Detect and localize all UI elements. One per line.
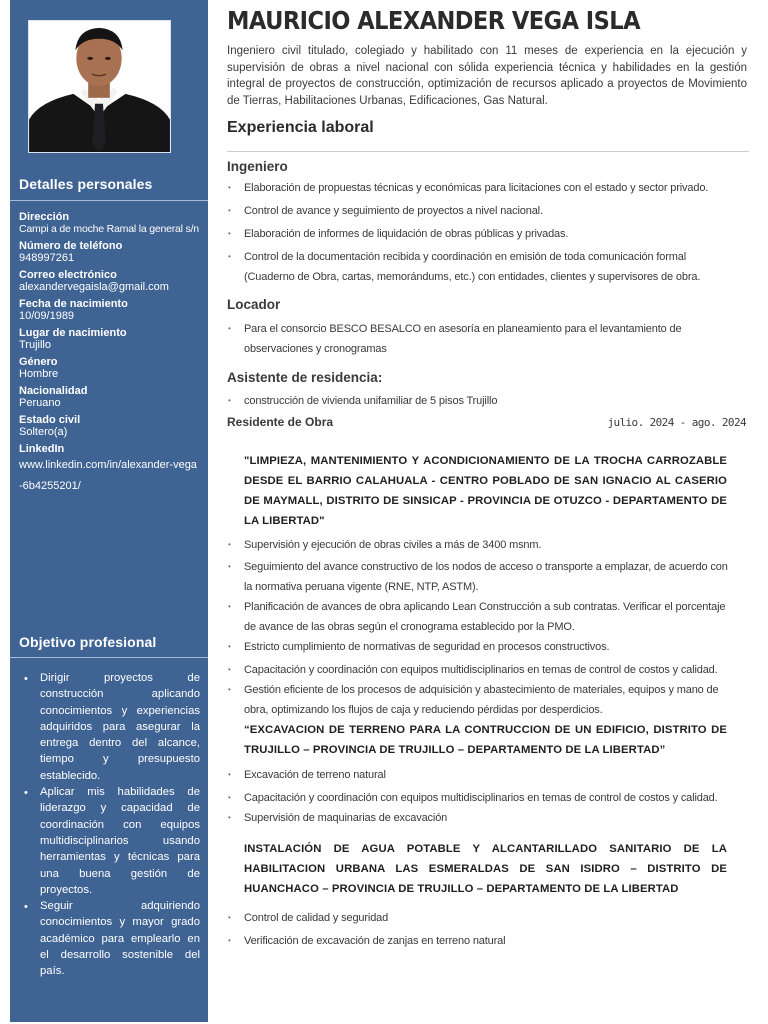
list-item: • Planificación de avances de obra aplicando Lean Construcción a sub contratas. Verificar el porcentaje de avance de las obras según el cronograma establecido por la PMO. xyxy=(227,597,732,637)
experience-heading: Experiencia laboral xyxy=(227,119,374,136)
detail-label: Número de teléfono xyxy=(19,240,123,252)
profile-photo xyxy=(28,20,171,153)
project-1-bullets xyxy=(227,535,732,720)
list-item: • Supervisión de maquinarias de excavación xyxy=(227,808,727,828)
sidebar xyxy=(10,0,208,1022)
detail-address xyxy=(19,211,199,235)
asistente-bullets xyxy=(227,391,727,411)
detail-label: Dirección xyxy=(19,211,70,223)
objective-divider xyxy=(10,657,208,658)
detail-label: Correo electrónico xyxy=(19,269,117,281)
list-item: • Gestión eficiente de los procesos de adquisición y abastecimiento de materiales, equipos y mano de obra, optimizando los flujos de caja y reduciendo pérdidas por desperdicios. xyxy=(227,680,732,720)
detail-value: 948997261 xyxy=(19,252,75,264)
job-date-residente: julio. 2024 - ago. 2024 xyxy=(607,416,746,429)
list-item: • Control de la documentación recibida y coordinación en emisión de toda comunicación formal (Cuaderno de Obra, cartas, memorándums, etc.) con entidades, clientes y supervisores de obra. xyxy=(227,247,727,287)
detail-gender xyxy=(19,356,199,380)
list-item: • Excavación de terreno natural xyxy=(227,765,727,785)
personal-details-heading: Detalles personales xyxy=(19,176,153,192)
project-title-3: INSTALACIÓN DE AGUA POTABLE Y ALCANTARILLADO SANITARIO DE LA HABILITACION URBANA LAS ESMERALDAS DE SAN ISIDRO – DISTRITO DE HUANCHACO – PROVINCIA DE TRUJILLO – DEPARTAMENTO DE LA LIBERTAD xyxy=(244,843,727,895)
detail-label: Fecha de nacimiento xyxy=(19,298,128,310)
personal-details-divider xyxy=(10,200,208,201)
linkedin-link[interactable]: www.linkedin.com/in/alexander-vega-6b4255201/ xyxy=(19,459,197,492)
list-item: • construcción de vivienda unifamiliar de 5 pisos Trujillo xyxy=(227,391,727,411)
job-title-asistente: Asistente de residencia: xyxy=(227,370,383,385)
detail-label: Género xyxy=(19,356,58,368)
detail-email xyxy=(19,269,199,293)
list-item: • Control de avance y seguimiento de proyectos a nivel nacional. xyxy=(227,201,727,221)
profile-photo-image xyxy=(29,21,170,152)
detail-value[interactable]: alexandervegaisla@gmail.com xyxy=(19,281,169,293)
list-item: • Verificación de excavación de zanjas en terreno natural xyxy=(227,931,727,951)
detail-linkedin xyxy=(19,443,199,497)
detail-birth-date xyxy=(19,298,199,322)
detail-marital-status xyxy=(19,414,199,438)
ingeniero-bullets xyxy=(227,178,727,287)
detail-value: Peruano xyxy=(19,397,61,409)
detail-value: Hombre xyxy=(19,368,59,380)
list-item: • Para el consorcio BESCO BESALCO en asesoría en planeamiento para el levantamiento de observaciones y cronogramas xyxy=(227,319,727,359)
objective-item: • Seguir adquiriendo conocimientos y mayor grado académico para emplearlo en el desarrollo sostenible del país. xyxy=(40,898,200,979)
project-3-bullets xyxy=(227,908,727,951)
experience-divider xyxy=(227,151,749,152)
objective-item: • Aplicar mis habilidades de liderazgo y capacidad de coordinación con equipos multidisciplinarios usando herramientas y técnicas para una buena gestión de proyectos. xyxy=(40,784,200,898)
objective-list xyxy=(40,670,200,980)
list-item: • Capacitación y coordinación con equipos multidisciplinarios en temas de control de costos y calidad. xyxy=(227,788,727,808)
personal-details xyxy=(19,211,199,502)
job-title-ingeniero: Ingeniero xyxy=(227,159,288,174)
list-item: • Control de calidad y seguridad xyxy=(227,908,727,928)
list-item: • Seguimiento del avance constructivo de los nodos de acceso o transporte a emplazar, de acuerdo con la normativa peruana vigente (RNE, NTP, ASTM). xyxy=(227,557,732,597)
candidate-name: MAURICIO ALEXANDER VEGA ISLA xyxy=(227,6,640,35)
profile-summary: Ingeniero civil titulado, colegiado y habilitado con 11 meses de experiencia en la ejecución y supervisión de obras a nivel nacional con sólida experiencia técnica y habilidades en la gestión integral de proyectos de construcción, optimización de recursos aplicado a proyectos de Movimiento de Tierras, Habilitaciones Urbanas, Edificaciones, Gas Natural. xyxy=(227,45,747,107)
detail-birth-place xyxy=(19,327,199,351)
detail-label: Lugar de nacimiento xyxy=(19,327,127,339)
list-item: • Elaboración de informes de liquidación de obras públicas y privadas. xyxy=(227,224,727,244)
project-title-1: "LIMPIEZA, MANTENIMIENTO Y ACONDICIONAMIENTO DE LA TROCHA CARROZABLE DESDE EL BARRIO CALAHUALA - CENTRO POBLADO DE SAN IGNACIO AL CASERIO DE MAYMALL, DISTRITO DE SINSICAP - PROVINCIA DE OTUZCO - DEPARTAMENTO DE LA LIBERTAD" xyxy=(244,455,727,527)
detail-value: 10/09/1989 xyxy=(19,310,75,322)
locador-bullets xyxy=(227,319,727,359)
detail-nationality xyxy=(19,385,199,409)
list-item: • Elaboración de propuestas técnicas y económicas para licitaciones con el estado y sector privado. xyxy=(227,178,727,198)
detail-value: Soltero(a) xyxy=(19,426,68,438)
detail-value: Trujillo xyxy=(19,339,51,351)
list-item: • Estricto cumplimiento de normativas de seguridad en procesos constructivos. xyxy=(227,637,732,657)
job-title-residente: Residente de Obra xyxy=(227,415,334,429)
objective-heading: Objetivo profesional xyxy=(19,634,157,650)
detail-label: Estado civil xyxy=(19,414,81,426)
job-title-locador: Locador xyxy=(227,297,281,312)
detail-label: LinkedIn xyxy=(19,443,65,455)
list-item: • Capacitación y coordinación con equipos multidisciplinarios en temas de control de costos y calidad. xyxy=(227,660,732,680)
list-item: • Supervisión y ejecución de obras civiles a más de 3400 msnm. xyxy=(227,535,732,555)
detail-phone xyxy=(19,240,199,264)
detail-value: Campi a de moche Ramal la general s/n xyxy=(19,223,199,235)
project-title-2: “EXCAVACION DE TERRENO PARA LA CONTRUCCION DE UN EDIFICIO, DISTRITO DE TRUJILLO – PROVINCIA DE TRUJILLO – DEPARTAMENTO DE LA LIBERTAD” xyxy=(244,724,727,756)
objective-item: • Dirigir proyectos de construcción aplicando conocimientos y experiencias adquiridos para asegurar la entrega dentro del alcance, tiempo y presupuesto establecido. xyxy=(40,670,200,784)
detail-label: Nacionalidad xyxy=(19,385,88,397)
project-2-bullets xyxy=(227,765,727,828)
